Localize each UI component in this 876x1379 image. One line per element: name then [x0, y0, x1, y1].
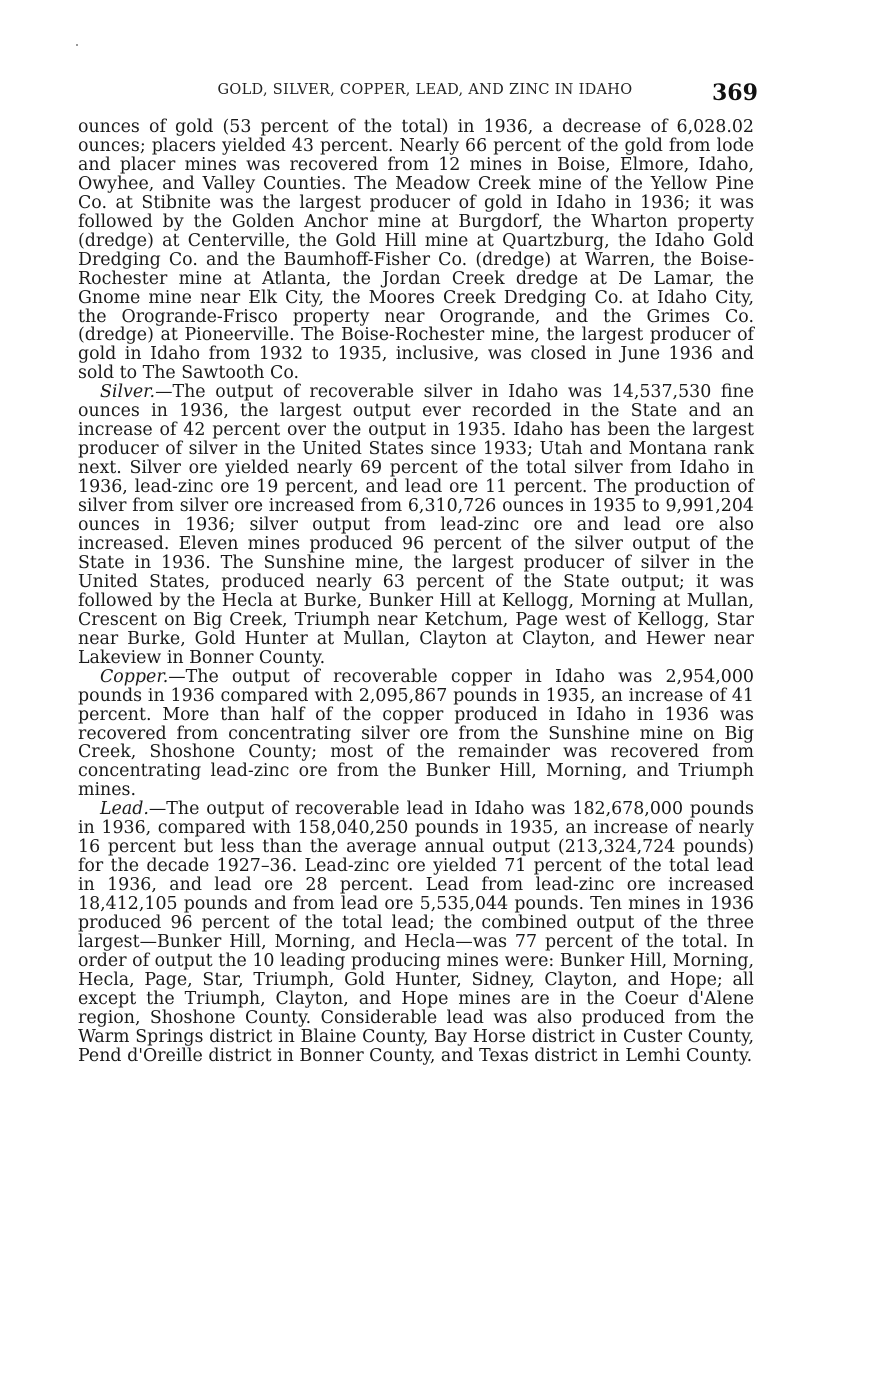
body-text: [78, 118, 754, 1066]
paragraph-copper: [78, 668, 754, 801]
paragraph-copper-text: —The output of recoverable copper in Idaho was 2,954,000 pounds in 1936 compared with 2,095,867 pounds in 1935, an increase of 41 percent. More than half of the copper produced in Idaho in 1936 was recovered from concentrating silver ore from the Sunshine mine on Big Creek, Shoshone County; most of the remainder was recovered from concentrating lead-zinc ore from the Bunker Hill, Morning, and Triumph mines.: [78, 666, 754, 801]
section-heading-silver: Silver.: [100, 382, 156, 403]
section-heading-lead: Lead.: [100, 799, 149, 820]
paragraph-silver-text: —The output of recoverable silver in Idaho was 14,537,530 fine ounces in 1936, the largest output ever recorded in the State and an increase of 42 percent over the output in 1935. Idaho has been the largest producer of silver in the United States since 1933; Utah and Montana rank next. Silver ore yielded nearly 69 percent of the total silver from Idaho in 1936, lead-zinc ore 19 percent, and lead ore 11 percent. The production of silver from silver ore increased from 6,310,726 ounces in 1935 to 9,991,204 ounces in 1936; silver output from lead-zinc ore and lead ore also increased. Eleven mines produced 96 percent of the silver output of the State in 1936. The Sunshine mine, the largest producer of silver in the United States, produced nearly 63 percent of the State output; it was followed by the Hecla at Burke, Bunker Hill at Kellogg, Morning at Mullan, Crescent on Big Creek, Triumph near Ketchum, Page west of Kellogg, Star near Burke, Gold Hunter at Mullan, Clayton at Clayton, and Hewer near Lakeview in Bonner County.: [78, 382, 754, 668]
running-head: GOLD, SILVER, COPPER, LEAD, AND ZINC IN IDAHO: [217, 82, 633, 98]
scan-speck: [76, 44, 78, 46]
paragraph-lead: [78, 800, 754, 1065]
paragraph-silver: [78, 383, 754, 667]
paragraph-lead-text: —The output of recoverable lead in Idaho was 182,678,000 pounds in 1936, compared with 158,040,250 pounds in 1935, an increase of nearly 16 percent but less than the average annual output (213,324,724 pounds) for the decade 1927–36. Lead-zinc ore yielded 71 percent of the total lead in 1936, and lead ore 28 percent. Lead from lead-zinc ore increased 18,412,105 pounds and from lead ore 5,535,044 pounds. Ten mines in 1936 produced 96 percent of the total lead; the combined output of the three largest—Bunker Hill, Morning, and Hecla—was 77 percent of the total. In order of output the 10 leading producing mines were: Bunker Hill, Morning, Hecla, Page, Star, Triumph, Gold Hunter, Sidney, Clayton, and Hope; all except the Triumph, Clayton, and Hope mines are in the Coeur d'Alene region, Shoshone County. Considerable lead was also produced from the Warm Springs district in Blaine County, Bay Horse district in Custer County, Pend d'Oreille district in Bonner County, and Texas district in Lemhi County.: [78, 799, 754, 1066]
paragraph-gold-continued: ounces of gold (53 percent of the total) in 1936, a decrease of 6,028.02 ounces; placers yielded 43 percent. Nearly 66 percent of the gold from lode and placer mines was recovered from 12 mines in Boise, Elmore, Idaho, Owyhee, and Valley Counties. The Meadow Creek mine of the Yellow Pine Co. at Stibnite was the largest producer of gold in Idaho in 1936; it was followed by the Golden Anchor mine at Burgdorf, the Wharton property (dredge) at Centerville, the Gold Hill mine at Quartzburg, the Idaho Gold Dredging Co. and the Baumhoff-Fisher Co. (dredge) at Warren, the Boise-Rochester mine at Atlanta, the Jordan Creek dredge at De Lamar, the Gnome mine near Elk City, the Moores Creek Dredging Co. at Idaho City, the Orogrande-Frisco property near Orogrande, and the Grimes Co. (dredge) at Pioneerville. The Boise-Rochester mine, the largest producer of gold in Idaho from 1932 to 1935, inclusive, was closed in June 1936 and sold to The Sawtooth Co.: [78, 117, 754, 384]
section-heading-copper: Copper.: [100, 666, 169, 687]
page-number: 369: [712, 80, 758, 106]
